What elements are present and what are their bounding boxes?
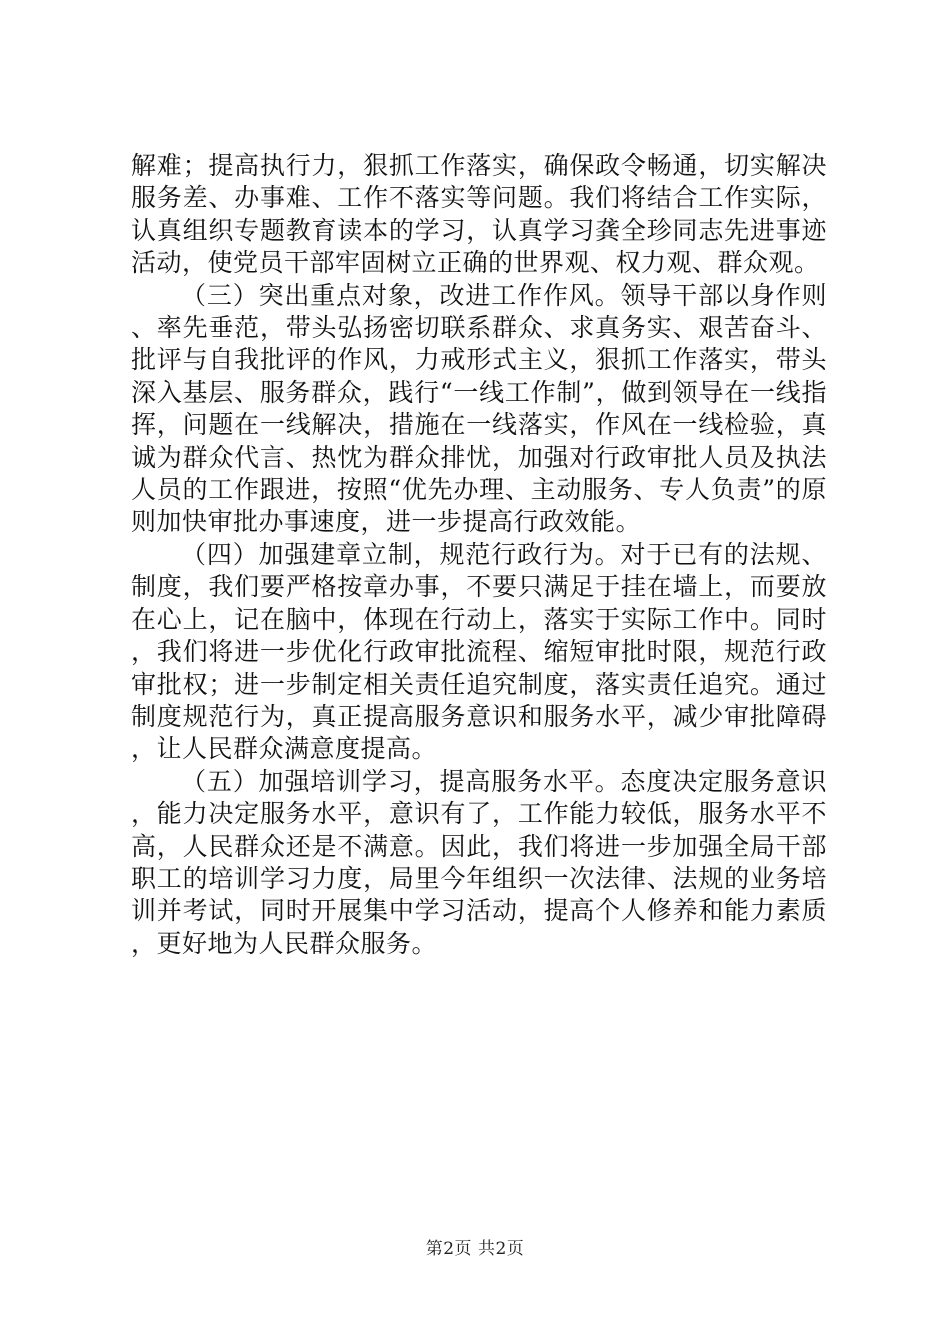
paragraph-section-4: （四）加强建章立制，规范行政行为。对于已有的法规、制度，我们要严格按章办事，不要只满足于挂在墙上，而要放在心上，记在脑中，体现在行动上，落实于实际工作中。同时，我们将进一步优化行政审批流程、缩短审批时限，规范行政审批权；进一步制定相关责任追究制度，落实责任追究。通过制度规范行为，真正提高服务意识和服务水平，减少审批障碍，让人民群众满意度提高。 (131, 539, 827, 764)
paragraph-continuation: 解难；提高执行力，狠抓工作落实，确保政令畅通，切实解决服务差、办事难、工作不落实等问题。我们将结合工作实际，认真组织专题教育读本的学习，认真学习龚全珍同志先进事迹活动，使党员干部牢固树立正确的世界观、权力观、群众观。 (131, 151, 827, 278)
page-footer: 第2页 共2页 (425, 1239, 525, 1259)
document-body (131, 150, 827, 960)
paragraph-section-5: （五）加强培训学习，提高服务水平。态度决定服务意识，能力决定服务水平，意识有了，工作能力较低，服务水平不高，人民群众还是不满意。因此，我们将进一步加强全局干部职工的培训学习力度，局里今年组织一次法律、法规的业务培训并考试，同时开展集中学习活动，提高个人修养和能力素质，更好地为人民群众服务。 (131, 766, 827, 958)
paragraph-section-3: （三）突出重点对象，改进工作作风。领导干部以身作则、率先垂范，带头弘扬密切联系群众、求真务实、艰苦奋斗、批评与自我批评的作风，力戒形式主义，狠抓工作落实，带头深入基层、服务群众，践行“一线工作制”，做到领导在一线指挥，问题在一线解决，措施在一线落实，作风在一线检验，真诚为群众代言、热忱为群众排忧，加强对行政审批人员及执法人员的工作跟进，按照“优先办理、主动服务、专人负责”的原则加快审批办事速度，进一步提高行政效能。 (131, 280, 827, 537)
